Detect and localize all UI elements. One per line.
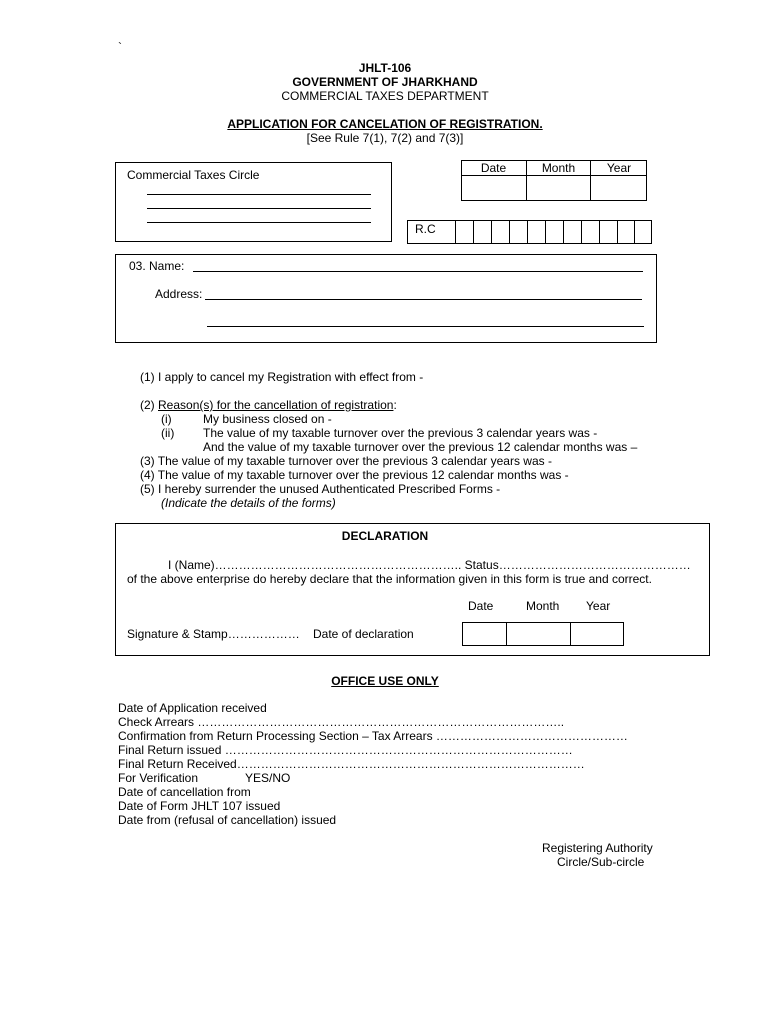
item-2-number: (2)	[140, 398, 158, 412]
year-entry[interactable]	[592, 177, 646, 200]
circle-line-1[interactable]	[147, 194, 371, 195]
declaration-line-2: of the above enterprise do hereby declare that the information given in this form is true and correct.	[127, 572, 652, 586]
address-input-line-1[interactable]	[205, 299, 642, 300]
office-use-heading: OFFICE USE ONLY	[331, 674, 439, 688]
name-input-line[interactable]	[193, 271, 643, 272]
form-code: JHLT-106	[358, 61, 412, 75]
address-input-line-2[interactable]	[207, 326, 644, 327]
sub-item-ii-text-2: And the value of my taxable turnover over the previous 12 calendar months was –	[203, 440, 638, 454]
sub-item-ii-number: (ii)	[161, 426, 175, 440]
rc-cell-sep	[491, 220, 492, 244]
declaration-date-entry[interactable]	[463, 623, 505, 645]
sub-item-ii-text: The value of my taxable turnover over the previous 3 calendar years was -	[203, 426, 598, 440]
declaration-year-label: Year	[586, 599, 611, 613]
month-header: Month	[541, 161, 576, 175]
declaration-date-label: Date	[468, 599, 494, 613]
office-line-refusal: Date from (refusal of cancellation) issued	[118, 813, 337, 827]
date-table-divider	[461, 175, 647, 176]
rc-box	[407, 220, 652, 244]
item-2	[140, 398, 397, 412]
rc-cell-sep	[617, 220, 618, 244]
circle-line-2[interactable]	[147, 208, 371, 209]
office-line-confirmation: Confirmation from Return Processing Section – Tax Arrears …………………………………………	[118, 729, 628, 743]
declaration-year-entry[interactable]	[571, 623, 623, 645]
circle-sub-circle: Circle/Sub-circle	[557, 855, 645, 869]
office-line-application-received: Date of Application received	[118, 701, 267, 715]
sub-item-i-number: (i)	[161, 412, 172, 426]
circle-line-3[interactable]	[147, 222, 371, 223]
rc-cell-sep	[545, 220, 546, 244]
form-title: APPLICATION FOR CANCELATION OF REGISTRATION.	[227, 117, 543, 131]
month-entry[interactable]	[528, 177, 589, 200]
department-name: COMMERCIAL TAXES DEPARTMENT	[281, 89, 489, 103]
office-line-check-arrears: Check Arrears ………………………………………………………………………………..	[118, 715, 565, 729]
verification-options: YES/NO	[245, 771, 291, 785]
item-4: (4) The value of my taxable turnover over the previous 12 calendar months was -	[140, 468, 569, 482]
item-1: (1) I apply to cancel my Registration with effect from -	[140, 370, 424, 384]
rc-cell-sep	[509, 220, 510, 244]
rc-label: R.C	[415, 222, 436, 236]
office-line-cancellation-from: Date of cancellation from	[118, 785, 251, 799]
declaration-line-1: I (Name)…………………………………………………….. Status…………………………………………	[168, 558, 691, 572]
office-line-verification: For Verification	[118, 771, 199, 785]
sub-item-i-text: My business closed on -	[203, 412, 332, 426]
date-header: Date	[480, 161, 507, 175]
rc-cell-sep	[455, 220, 456, 244]
item-3: (3) The value of my taxable turnover over the previous 3 calendar years was -	[140, 454, 552, 468]
signature-stamp: Signature & Stamp………………	[127, 627, 300, 641]
declaration-heading: DECLARATION	[341, 529, 429, 543]
date-entry[interactable]	[463, 177, 525, 200]
item-2-heading: Reason(s) for the cancellation of registration	[158, 398, 394, 412]
item-5: (5) I hereby surrender the unused Authenticated Prescribed Forms -	[140, 482, 501, 496]
circle-label: Commercial Taxes Circle	[127, 168, 260, 182]
rc-cell-sep	[527, 220, 528, 244]
rc-cell-sep	[473, 220, 474, 244]
government-name: GOVERNMENT OF JHARKHAND	[292, 75, 478, 89]
declaration-month-entry[interactable]	[507, 623, 569, 645]
date-of-declaration-label: Date of declaration	[313, 627, 414, 641]
office-line-jhlt107: Date of Form JHLT 107 issued	[118, 799, 281, 813]
registering-authority: Registering Authority	[542, 841, 653, 855]
rc-cell-sep	[634, 220, 635, 244]
name-label: 03. Name:	[129, 259, 185, 273]
item-2-colon: :	[393, 398, 397, 412]
rc-cell-sep	[599, 220, 600, 244]
rule-reference: [See Rule 7(1), 7(2) and 7(3)]	[306, 131, 464, 145]
tick-mark: `	[118, 40, 122, 54]
office-line-final-return-issued: Final Return issued ……………………………………………………………………………	[118, 743, 573, 757]
office-line-final-return-received: Final Return Received……………………………………………………………………………	[118, 757, 585, 771]
rc-cell-sep	[581, 220, 582, 244]
declaration-month-label: Month	[526, 599, 560, 613]
address-label: Address:	[155, 287, 203, 301]
year-header: Year	[606, 161, 632, 175]
item-5-note: (Indicate the details of the forms)	[161, 496, 336, 510]
rc-cell-sep	[563, 220, 564, 244]
